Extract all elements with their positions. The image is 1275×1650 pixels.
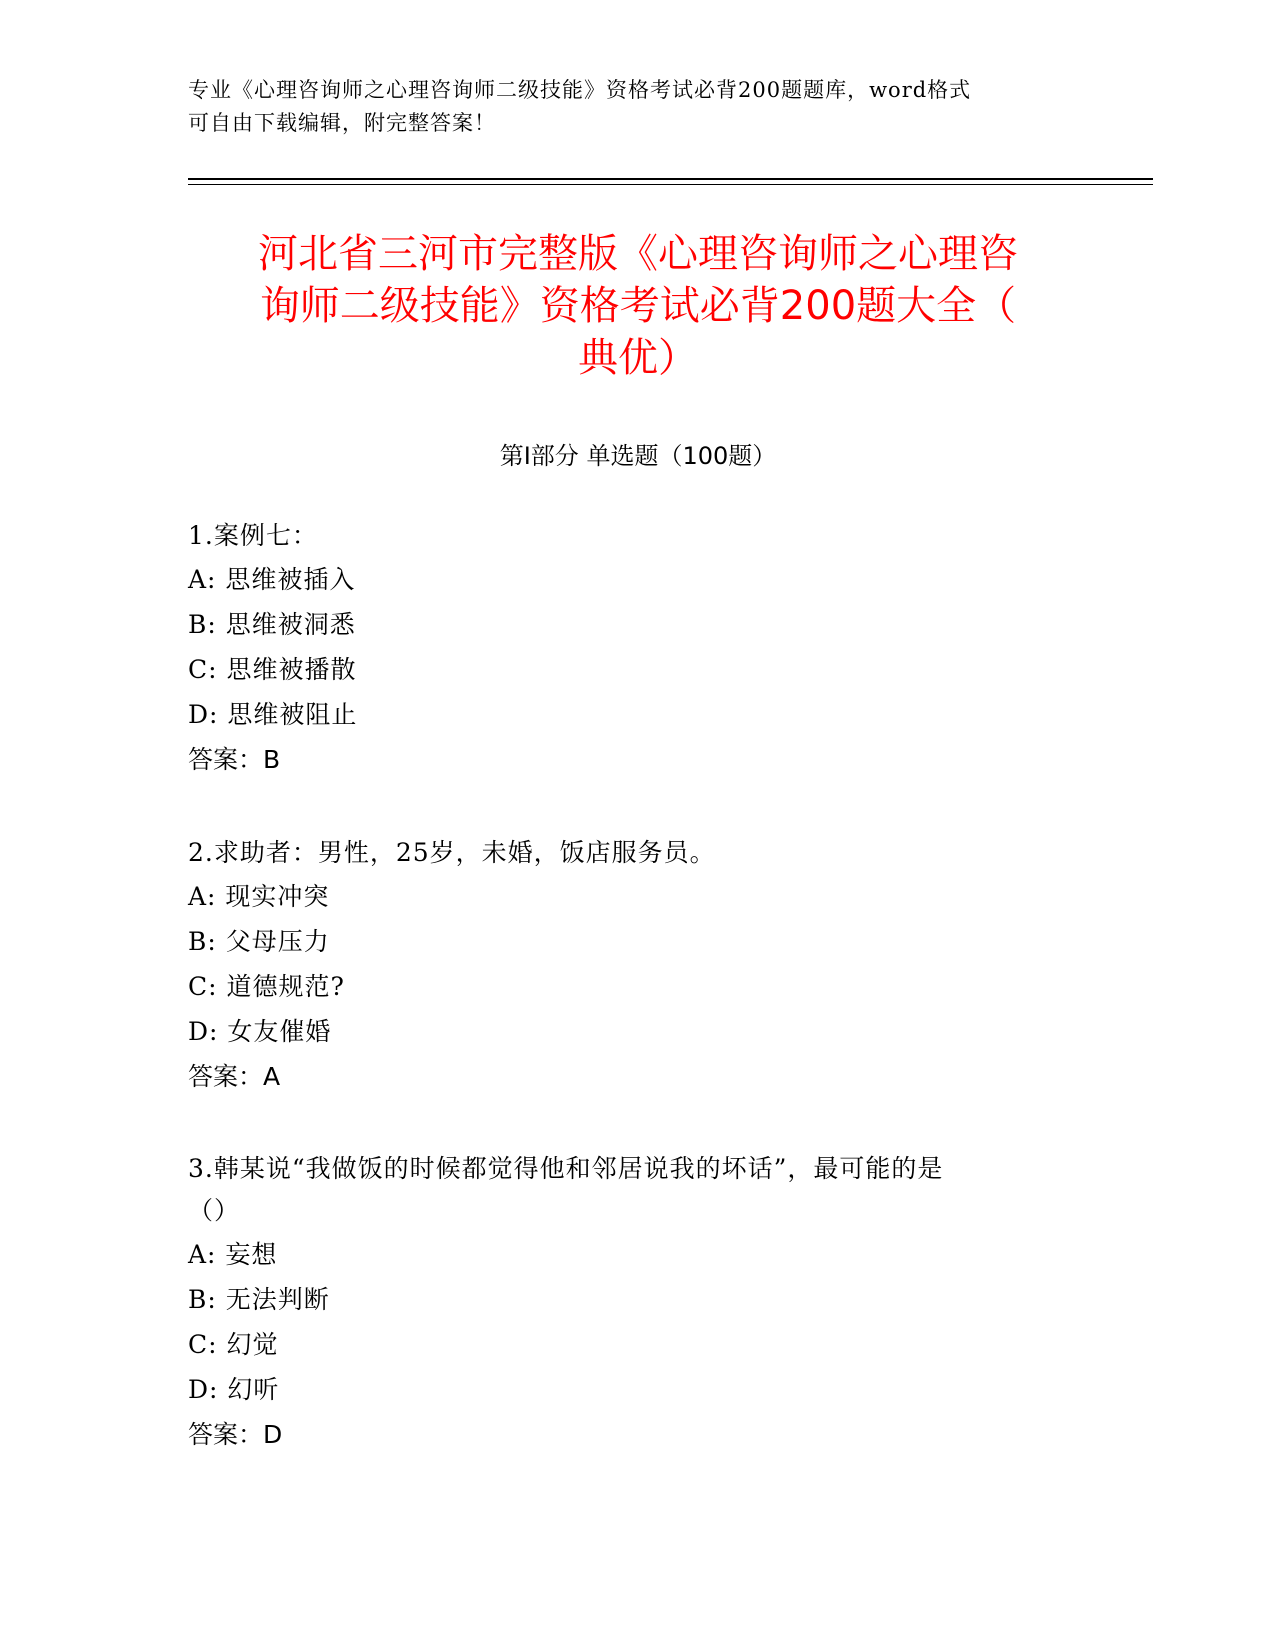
answer: 答案：A (188, 1062, 281, 1091)
option-a: A: 思维被插入 (188, 565, 356, 594)
question-2 (188, 832, 1068, 1099)
option-b: B: 无法判断 (188, 1285, 330, 1314)
option-c: C: 幻觉 (188, 1330, 279, 1359)
question-stem: 3.韩某说“我做饭的时候都觉得他和邻居说我的坏话”，最可能的是 (188, 1154, 944, 1183)
header-note-line1: 专业《心理咨询师之心理咨询师二级技能》资格考试必背200题题库，word格式 (188, 78, 972, 102)
question-3 (188, 1148, 1068, 1457)
question-stem: 1.案例七： (188, 521, 318, 550)
header-divider-thick (188, 178, 1153, 180)
option-c: C: 思维被播散 (188, 655, 357, 684)
option-a: A: 现实冲突 (188, 882, 330, 911)
option-b: B: 思维被洞悉 (188, 610, 356, 639)
question-1 (188, 515, 1068, 782)
document-title-line3: 典优） (578, 335, 698, 381)
option-c: C: 道德规范? (188, 972, 345, 1001)
option-d: D: 思维被阻止 (188, 700, 358, 729)
document-title-line1: 河北省三河市完整版《心理咨询师之心理咨 (258, 231, 1018, 277)
section-title: 第Ⅰ部分 单选题（100题） (499, 442, 777, 470)
document-title (188, 228, 1088, 384)
option-a: A: 妄想 (188, 1240, 278, 1269)
answer: 答案：B (188, 745, 281, 774)
question-stem-continuation: （） (188, 1196, 241, 1225)
header-divider-thin (188, 184, 1153, 185)
option-d: D: 幻听 (188, 1375, 280, 1404)
header-note-line2: 可自由下载编辑，附完整答案！ (188, 111, 496, 135)
question-stem: 2.求助者：男性，25岁，未婚，饭店服务员。 (188, 838, 716, 867)
header-note (188, 74, 1068, 140)
answer: 答案：D (188, 1420, 283, 1449)
option-b: B: 父母压力 (188, 927, 330, 956)
option-d: D: 女友催婚 (188, 1017, 332, 1046)
document-title-line2: 询师二级技能》资格考试必背200题大全（ (259, 283, 1017, 329)
